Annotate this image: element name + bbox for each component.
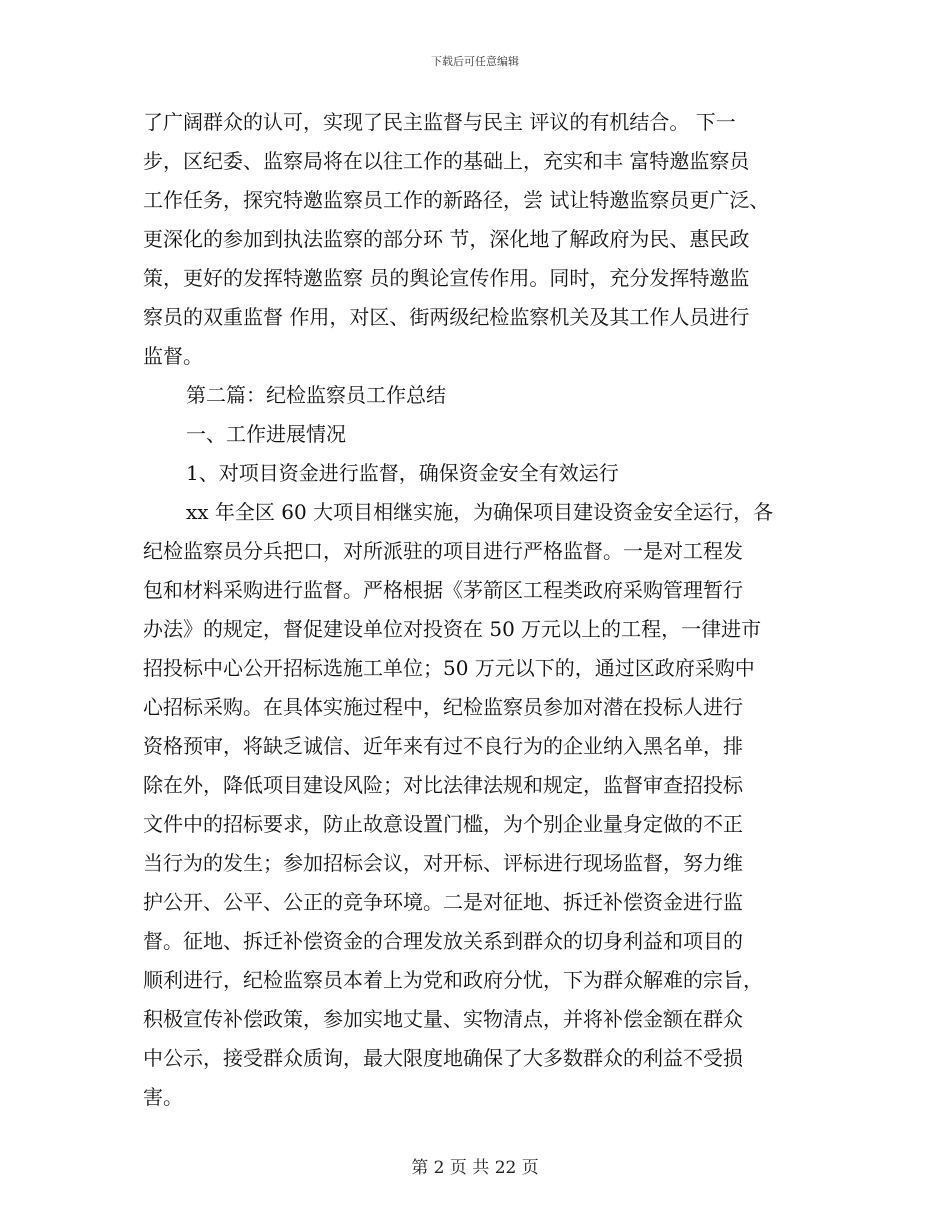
- body-line: 心招标采购。在具体实施过程中，纪检监察员参加对潜在投标人进行: [143, 695, 743, 719]
- section-heading: 一、工作进展情况: [186, 422, 346, 446]
- body-line: 文件中的招标要求，防止故意设置门槛，为个别企业量身定做的不正: [143, 812, 743, 836]
- body-line: 办法》的规定，督促建设单位对投资在 50 万元以上的工程，一律进市: [143, 617, 762, 641]
- body-line: 察员的双重监督 作用，对区、街两级纪检监察机关及其工作人员进行: [143, 305, 750, 329]
- body-line: 了广阔群众的认可，实现了民主监督与民主 评议的有机结合。 下一: [143, 110, 736, 134]
- page-footer: 第 2 页 共 22 页: [411, 1158, 539, 1178]
- body-line: 护公开、公平、公正的竞争环境。二是对征地、拆迁补偿资金进行监: [143, 890, 743, 914]
- body-line: 步，区纪委、监察局将在以往工作的基础上，充实和丰 富特邀监察员: [143, 149, 750, 173]
- body-line: 积极宣传补偿政策，参加实地丈量、实物清点，并将补偿金额在群众: [143, 1007, 743, 1031]
- body-line: 工作任务，探究特邀监察员工作的新路径，尝 试让特邀监察员更广泛、: [143, 188, 770, 212]
- body-line: 除在外，降低项目建设风险；对比法律法规和规定，监督审查招投标: [143, 773, 743, 797]
- body-line: 更深化的参加到执法监察的部分环 节，深化地了解政府为民、惠民政: [143, 227, 750, 251]
- body-line: 策，更好的发挥特邀监察 员的舆论宣传作用。同时，充分发挥特邀监: [143, 266, 750, 290]
- body-line: 包和材料采购进行监督。严格根据《茅箭区工程类政府采购管理暂行: [143, 578, 743, 602]
- body-line: 监督。: [143, 344, 203, 368]
- body-line: 纪检监察员分兵把口，对所派驻的项目进行严格监督。一是对工程发: [143, 539, 743, 563]
- body-line: 害。: [143, 1085, 183, 1109]
- body-line: xx 年全区 60 大项目相继实施，为确保项目建设资金安全运行，各: [186, 500, 774, 524]
- body-line: 顺利进行，纪检监察员本着上为党和政府分忧，下为群众解难的宗旨，: [143, 968, 763, 992]
- body-line: 中公示，接受群众质询，最大限度地确保了大多数群众的利益不受损: [143, 1046, 743, 1070]
- body-line: 督。征地、拆迁补偿资金的合理发放关系到群众的切身利益和项目的: [143, 929, 743, 953]
- body-line: 当行为的发生；参加招标会议，对开标、评标进行现场监督，努力维: [143, 851, 743, 875]
- document-body: [143, 103, 823, 1117]
- subsection-heading: 1、对项目资金进行监督，确保资金安全有效运行: [186, 461, 619, 485]
- section-title: 第二篇：纪检监察员工作总结: [186, 383, 446, 407]
- page-header: 下载后可任意编辑: [431, 55, 519, 68]
- body-line: 招投标中心公开招标选施工单位；50 万元以下的，通过区政府采购中: [143, 656, 755, 680]
- body-line: 资格预审，将缺乏诚信、近年来有过不良行为的企业纳入黑名单，排: [143, 734, 743, 758]
